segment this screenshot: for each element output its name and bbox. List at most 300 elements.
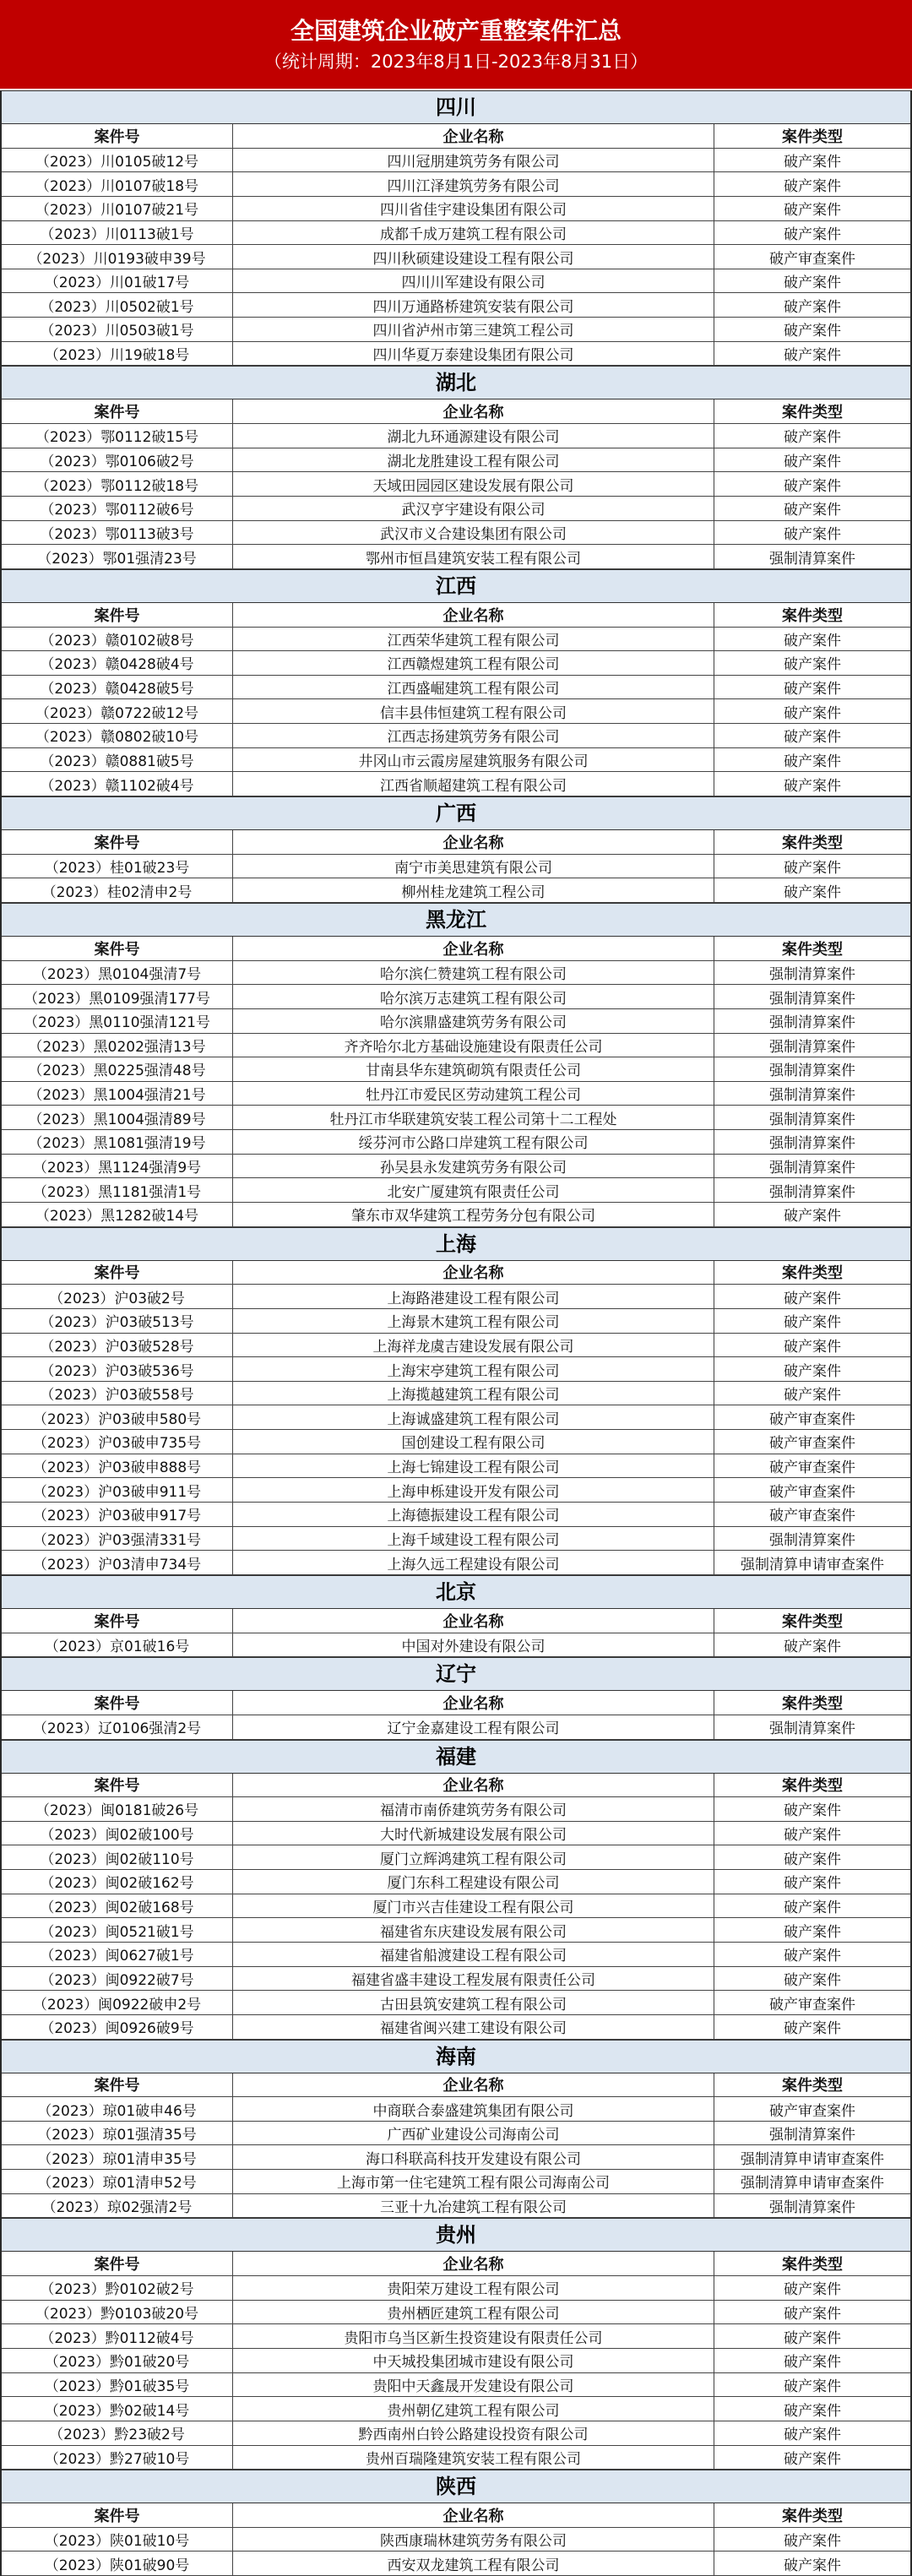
table-row — [2, 1822, 910, 1846]
case-type-cell: 破产案件 — [784, 1290, 841, 1307]
case-number-cell: （2023）鄂0112破6号 — [2, 497, 233, 520]
province-section — [0, 2040, 912, 2219]
case-number-cell: （2023）沪03破申580号 — [2, 1405, 233, 1429]
case-number-cell: （2023）川0113破1号 — [2, 221, 233, 245]
case-number-cell: （2023）沪03破513号 — [2, 1309, 233, 1333]
column-header-case-no: 案件号 — [2, 124, 233, 148]
case-type-cell: 破产案件 — [784, 153, 841, 171]
case-number-cell: （2023）赣1102破4号 — [2, 772, 233, 796]
table-row — [2, 1715, 910, 1740]
case-type-cell: 破产审查案件 — [769, 1483, 855, 1501]
company-name-cell: 绥芬河市公路口岸建筑工程有限公司 — [233, 1130, 714, 1154]
table-row — [2, 293, 910, 318]
column-header-case-no: 案件号 — [2, 2252, 233, 2275]
company-name-cell: 厦门立辉鸿建筑工程有限公司 — [233, 1845, 714, 1869]
table-header-row — [2, 2503, 910, 2528]
table-row — [2, 221, 910, 246]
table-row — [2, 1382, 910, 1406]
table-row — [2, 2122, 910, 2146]
company-name-cell: 福建省东庆建设发展有限公司 — [233, 1918, 714, 1942]
case-number-cell: （2023）黔0103破20号 — [2, 2301, 233, 2324]
company-name-cell: 南宁市美思建筑有限公司 — [233, 855, 714, 878]
province-title: 广西 — [2, 796, 910, 830]
company-name-cell: 福清市南侨建筑劳务有限公司 — [233, 1797, 714, 1821]
case-type-cell: 破产案件 — [784, 1827, 841, 1845]
case-number-cell: （2023）赣0881破5号 — [2, 748, 233, 772]
case-type-cell: 破产案件 — [784, 2427, 841, 2444]
company-name-cell: 广西矿业建设公司海南公司 — [233, 2122, 714, 2145]
column-header-company: 企业名称 — [233, 1609, 714, 1633]
column-header-case-no: 案件号 — [2, 603, 233, 627]
table-header-row — [2, 603, 910, 628]
table-row — [2, 269, 910, 294]
table-row — [2, 1991, 910, 2015]
province-title: 北京 — [2, 1575, 910, 1609]
table-row — [2, 1845, 910, 1870]
case-number-cell: （2023）琼01强清35号 — [2, 2122, 233, 2145]
case-number-cell: （2023）沪03强清331号 — [2, 1527, 233, 1551]
company-name-cell: 上海景木建筑工程有限公司 — [233, 1309, 714, 1333]
case-type-cell: 破产案件 — [784, 2306, 841, 2323]
case-type-cell: 破产案件 — [784, 1923, 841, 1941]
company-name-cell: 甘南县华东建筑砌筑有限责任公司 — [233, 1057, 714, 1081]
case-type-cell: 破产审查案件 — [769, 1410, 855, 1428]
column-header-type: 案件类型 — [714, 603, 910, 627]
table-row — [2, 545, 910, 569]
case-number-cell: （2023）沪03破558号 — [2, 1382, 233, 1405]
case-number-cell: （2023）沪03破申917号 — [2, 1503, 233, 1526]
company-name-cell: 上海千域建设工程有限公司 — [233, 1527, 714, 1551]
column-header-case-no: 案件号 — [2, 937, 233, 960]
company-name-cell: 三亚十九冶建筑工程有限公司 — [233, 2194, 714, 2218]
case-type-cell: 破产审查案件 — [769, 1996, 855, 2014]
case-number-cell: （2023）黑1081强清19号 — [2, 1130, 233, 1154]
case-type-cell: 破产案件 — [784, 2402, 841, 2420]
table-row — [2, 2421, 910, 2446]
column-header-type: 案件类型 — [714, 1261, 910, 1285]
case-type-cell: 强制清算案件 — [769, 1720, 855, 1738]
table-row — [2, 1478, 910, 1503]
province-title: 江西 — [2, 569, 910, 603]
case-type-cell: 破产案件 — [784, 502, 841, 519]
table-row — [2, 1106, 910, 1130]
case-type-cell: 破产案件 — [784, 2281, 841, 2299]
case-number-cell: （2023）沪03破528号 — [2, 1334, 233, 1357]
table-row — [2, 855, 910, 879]
case-type-cell: 强制清算案件 — [769, 550, 855, 568]
table-header-row — [2, 937, 910, 961]
company-name-cell: 上海申栎建设开发有限公司 — [233, 1478, 714, 1502]
case-type-cell: 强制清算申请审查案件 — [741, 1556, 884, 1573]
company-name-cell: 柳州桂龙建筑工程公司 — [233, 878, 714, 902]
company-name-cell: 四川省佳宇建设集团有限公司 — [233, 197, 714, 220]
case-number-cell: （2023）闽0627破1号 — [2, 1943, 233, 1966]
table-row — [2, 448, 910, 473]
company-name-cell: 武汉亨宇建设有限公司 — [233, 497, 714, 520]
case-number-cell: （2023）沪03破536号 — [2, 1357, 233, 1381]
company-name-cell: 四川万通路桥建筑安装有限公司 — [233, 293, 714, 317]
company-name-cell: 福建省闽兴建工建设有限公司 — [233, 2015, 714, 2039]
table-row — [2, 1430, 910, 1454]
company-name-cell: 哈尔滨万志建筑工程有限公司 — [233, 985, 714, 1008]
company-name-cell: 江西盛崛建筑工程有限公司 — [233, 676, 714, 699]
company-name-cell: 江西赣煜建筑工程有限公司 — [233, 651, 714, 675]
case-type-cell: 破产审查案件 — [769, 1508, 855, 1525]
table-row — [2, 2276, 910, 2301]
case-type-cell: 破产案件 — [784, 2020, 841, 2038]
company-name-cell: 四川省泸州市第三建筑工程公司 — [233, 318, 714, 341]
table-row — [2, 1285, 910, 1309]
case-number-cell: （2023）琼01破申46号 — [2, 2097, 233, 2121]
table-row — [2, 2301, 910, 2325]
case-type-cell: 破产案件 — [784, 1208, 841, 1226]
province-section — [0, 796, 912, 903]
case-number-cell: （2023）黑1282破14号 — [2, 1203, 233, 1226]
case-number-cell: （2023）黑0109强清177号 — [2, 985, 233, 1008]
column-header-type: 案件类型 — [714, 2252, 910, 2275]
company-name-cell: 信丰县伟恒建筑工程有限公司 — [233, 699, 714, 723]
case-number-cell: （2023）黑1124强清9号 — [2, 1155, 233, 1178]
table-row — [2, 1309, 910, 1334]
case-type-cell: 强制清算案件 — [769, 1160, 855, 1177]
case-type-cell: 破产案件 — [784, 729, 841, 747]
table-row — [2, 342, 910, 367]
case-number-cell: （2023）黔0102破2号 — [2, 2276, 233, 2300]
table-row — [2, 2097, 910, 2122]
case-type-cell: 强制清算案件 — [769, 1531, 855, 1549]
company-name-cell: 贵阳荣万建设工程有限公司 — [233, 2276, 714, 2300]
company-name-cell: 哈尔滨仁赞建筑工程有限公司 — [233, 961, 714, 985]
case-type-cell: 破产案件 — [784, 429, 841, 447]
company-name-cell: 湖北龙胜建设工程有限公司 — [233, 448, 714, 472]
table-row — [2, 172, 910, 197]
table-row — [2, 497, 910, 521]
province-section — [0, 1740, 912, 2040]
company-name-cell: 武汉市义合建设集团有限公司 — [233, 521, 714, 545]
table-row — [2, 2446, 910, 2470]
case-number-cell: （2023）闽02破100号 — [2, 1822, 233, 1845]
case-number-cell: （2023）闽0922破申2号 — [2, 1991, 233, 2014]
case-number-cell: （2023）黑0104强清7号 — [2, 961, 233, 985]
company-name-cell: 上海诚盛建筑工程有限公司 — [233, 1405, 714, 1429]
company-name-cell: 牡丹江市华联建筑安装工程公司第十二工程处 — [233, 1106, 714, 1129]
case-type-cell: 破产案件 — [784, 1875, 841, 1893]
case-type-cell: 破产案件 — [784, 347, 841, 365]
company-name-cell: 江西荣华建筑工程有限公司 — [233, 628, 714, 651]
province-section — [0, 366, 912, 568]
case-number-cell: （2023）川0107破21号 — [2, 197, 233, 220]
case-type-cell: 强制清算案件 — [769, 1111, 855, 1128]
table-row — [2, 651, 910, 676]
table-row — [2, 1082, 910, 1106]
case-number-cell: （2023）鄂0106破2号 — [2, 448, 233, 472]
case-type-cell: 强制清算案件 — [769, 1135, 855, 1153]
company-name-cell: 厦门市兴吉佳建设工程有限公司 — [233, 1894, 714, 1918]
column-header-company: 企业名称 — [233, 124, 714, 148]
table-row — [2, 985, 910, 1009]
table-row — [2, 1357, 910, 1382]
column-header-type: 案件类型 — [714, 1609, 910, 1633]
table-header-row — [2, 1261, 910, 1285]
company-name-cell: 四川华夏万泰建设集团有限公司 — [233, 342, 714, 366]
case-number-cell: （2023）琼01清申52号 — [2, 2170, 233, 2193]
column-header-case-no: 案件号 — [2, 1609, 233, 1633]
column-header-company: 企业名称 — [233, 937, 714, 960]
table-row — [2, 1155, 910, 1179]
case-number-cell: （2023）黔0112破4号 — [2, 2324, 233, 2348]
case-number-cell: （2023）川0107破18号 — [2, 172, 233, 196]
company-name-cell: 古田县筑安建筑工程有限公司 — [233, 1991, 714, 2014]
table-row — [2, 1034, 910, 1058]
company-name-cell: 陕西康瑞林建筑劳务有限公司 — [233, 2528, 714, 2552]
table-row — [2, 1943, 910, 1967]
table-row — [2, 1178, 910, 1203]
case-type-cell: 强制清算案件 — [769, 1038, 855, 1056]
column-header-company: 企业名称 — [233, 399, 714, 423]
company-name-cell: 天域田园园区建设发展有限公司 — [233, 472, 714, 496]
company-name-cell: 四川江泽建筑劳务有限公司 — [233, 172, 714, 196]
case-number-cell: （2023）鄂0113破3号 — [2, 521, 233, 545]
province-section — [0, 2470, 912, 2576]
company-name-cell: 上海德振建设工程有限公司 — [233, 1503, 714, 1526]
table-row — [2, 1503, 910, 1527]
company-name-cell: 黔西南州白铃公路建设投资有限公司 — [233, 2421, 714, 2445]
column-header-company: 企业名称 — [233, 1774, 714, 1797]
case-number-cell: （2023）鄂0112破15号 — [2, 424, 233, 448]
case-number-cell: （2023）黑0225强清48号 — [2, 1057, 233, 1081]
case-number-cell: （2023）赣0722破12号 — [2, 699, 233, 723]
company-name-cell: 齐齐哈尔北方基础设施建设有限责任公司 — [233, 1034, 714, 1057]
case-type-cell: 强制清算申请审查案件 — [741, 2175, 884, 2193]
company-name-cell: 四川冠朋建筑劳务有限公司 — [233, 149, 714, 172]
case-type-cell: 破产案件 — [784, 1338, 841, 1356]
table-row — [2, 2349, 910, 2373]
case-type-cell: 破产案件 — [784, 883, 841, 901]
case-type-cell: 强制清算案件 — [769, 990, 855, 1008]
case-type-cell: 破产案件 — [784, 2329, 841, 2347]
table-row — [2, 961, 910, 986]
company-name-cell: 四川秋硕建设建设工程有限公司 — [233, 245, 714, 269]
case-number-cell: （2023）黑1004强清21号 — [2, 1082, 233, 1106]
company-name-cell: 西安双龙建筑工程有限公司 — [233, 2552, 714, 2575]
column-header-case-no: 案件号 — [2, 1691, 233, 1715]
case-number-cell: （2023）桂01破23号 — [2, 855, 233, 878]
case-type-cell: 破产案件 — [784, 1850, 841, 1868]
table-row — [2, 149, 910, 173]
company-name-cell: 鄂州市恒昌建筑安装工程有限公司 — [233, 545, 714, 568]
province-section — [0, 2218, 912, 2470]
column-header-type: 案件类型 — [714, 124, 910, 148]
column-header-type: 案件类型 — [714, 2503, 910, 2527]
table-row — [2, 2015, 910, 2040]
table-row — [2, 2528, 910, 2552]
case-type-cell: 破产案件 — [784, 454, 841, 470]
company-name-cell: 贵州栖匠建筑工程有限公司 — [233, 2301, 714, 2324]
company-name-cell: 肇东市双华建筑工程劳务分包有限公司 — [233, 1203, 714, 1226]
table-row — [2, 699, 910, 724]
case-type-cell: 破产案件 — [784, 2557, 841, 2574]
case-type-cell: 强制清算案件 — [769, 2127, 855, 2144]
company-name-cell: 孙吴县永发建筑劳务有限公司 — [233, 1155, 714, 1178]
report-title: 全国建筑企业破产重整案件汇总 — [290, 16, 622, 45]
case-type-cell: 破产案件 — [784, 1638, 841, 1655]
case-type-cell: 破产案件 — [784, 1899, 841, 1917]
case-number-cell: （2023）闽0926破9号 — [2, 2015, 233, 2039]
province-title: 四川 — [2, 90, 910, 124]
province-title: 陕西 — [2, 2470, 910, 2503]
table-row — [2, 748, 910, 773]
province-section — [0, 1657, 912, 1739]
case-type-cell: 破产案件 — [784, 298, 841, 316]
case-number-cell: （2023）桂02清申2号 — [2, 878, 233, 902]
company-name-cell: 上海宋亭建筑工程有限公司 — [233, 1357, 714, 1381]
case-type-cell: 破产案件 — [784, 525, 841, 543]
company-name-cell: 中天城投集团城市建设有限公司 — [233, 2349, 714, 2372]
table-row — [2, 1527, 910, 1552]
company-name-cell: 上海七锦建设工程有限公司 — [233, 1454, 714, 1478]
case-number-cell: （2023）川0105破12号 — [2, 149, 233, 172]
case-number-cell: （2023）黑0202强清13号 — [2, 1034, 233, 1057]
column-header-type: 案件类型 — [714, 937, 910, 960]
case-number-cell: （2023）川0502破1号 — [2, 293, 233, 317]
case-number-cell: （2023）闽0181破26号 — [2, 1797, 233, 1821]
case-type-cell: 破产审查案件 — [769, 2102, 855, 2120]
case-number-cell: （2023）陕01破90号 — [2, 2552, 233, 2575]
case-number-cell: （2023）黑1181强清1号 — [2, 1178, 233, 1202]
case-number-cell: （2023）沪03清申734号 — [2, 1551, 233, 1574]
table-row — [2, 1967, 910, 1992]
case-type-cell: 强制清算申请审查案件 — [741, 2150, 884, 2168]
case-type-cell: 破产案件 — [784, 1314, 841, 1332]
company-name-cell: 中国对外建设有限公司 — [233, 1633, 714, 1657]
table-header-row — [2, 1609, 910, 1633]
company-name-cell: 牡丹江市爱民区劳动建筑工程公司 — [233, 1082, 714, 1106]
case-number-cell: （2023）黔01破20号 — [2, 2349, 233, 2372]
case-number-cell: （2023）闽0922破7号 — [2, 1967, 233, 1991]
table-row — [2, 2373, 910, 2398]
table-header-row — [2, 1691, 910, 1715]
province-title: 辽宁 — [2, 1657, 910, 1691]
table-row — [2, 245, 910, 269]
case-number-cell: （2023）沪03破申888号 — [2, 1454, 233, 1478]
column-header-case-no: 案件号 — [2, 1774, 233, 1797]
case-type-cell: 破产案件 — [784, 2533, 841, 2551]
case-number-cell: （2023）闽02破168号 — [2, 1894, 233, 1918]
table-row — [2, 318, 910, 342]
column-header-company: 企业名称 — [233, 2073, 714, 2097]
company-name-cell: 国创建设工程有限公司 — [233, 1430, 714, 1454]
case-type-cell: 破产案件 — [784, 177, 841, 195]
case-number-cell: （2023）川0503破1号 — [2, 318, 233, 341]
company-name-cell: 海口科联高科技开发建设有限公司 — [233, 2145, 714, 2169]
table-row — [2, 1009, 910, 1034]
company-name-cell: 大时代新城建设发展有限公司 — [233, 1822, 714, 1845]
case-type-cell: 破产案件 — [784, 323, 841, 340]
case-number-cell: （2023）闽0521破1号 — [2, 1918, 233, 1942]
case-type-cell: 破产案件 — [784, 2378, 841, 2395]
table-row — [2, 2145, 910, 2170]
table-row — [2, 1203, 910, 1227]
province-title: 贵州 — [2, 2218, 910, 2252]
company-name-cell: 上海路港建设工程有限公司 — [233, 1285, 714, 1308]
company-name-cell: 上海久远工程建设有限公司 — [233, 1551, 714, 1574]
case-type-cell: 破产案件 — [784, 1971, 841, 1989]
case-number-cell: （2023）赣0802破10号 — [2, 724, 233, 747]
case-type-cell: 强制清算案件 — [769, 2199, 855, 2217]
case-number-cell: （2023）黑1004强清89号 — [2, 1106, 233, 1129]
case-number-cell: （2023）川0193破申39号 — [2, 245, 233, 269]
province-section — [0, 1575, 912, 1657]
case-type-cell: 破产案件 — [784, 753, 841, 771]
column-header-company: 企业名称 — [233, 2503, 714, 2527]
company-name-cell: 福建省船渡建设工程有限公司 — [233, 1943, 714, 1966]
table-row — [2, 628, 910, 652]
case-type-cell: 破产案件 — [784, 632, 841, 649]
column-header-type: 案件类型 — [714, 1691, 910, 1715]
case-number-cell: （2023）辽0106强清2号 — [2, 1715, 233, 1739]
table-row — [2, 1894, 910, 1919]
sections-container — [0, 90, 912, 2576]
company-name-cell: 上海揽越建筑工程有限公司 — [233, 1382, 714, 1405]
table-row — [2, 772, 910, 796]
case-number-cell: （2023）川19破18号 — [2, 342, 233, 366]
report-subtitle: （统计周期：2023年8月1日-2023年8月31日） — [263, 51, 649, 72]
province-title: 黑龙江 — [2, 903, 910, 937]
case-number-cell: （2023）鄂0112破18号 — [2, 472, 233, 496]
case-type-cell: 破产案件 — [784, 859, 841, 877]
case-number-cell: （2023）沪03破申735号 — [2, 1430, 233, 1454]
column-header-case-no: 案件号 — [2, 1261, 233, 1285]
table-row — [2, 2324, 910, 2349]
case-type-cell: 破产案件 — [784, 1802, 841, 1820]
province-section — [0, 903, 912, 1227]
case-type-cell: 破产案件 — [784, 681, 841, 698]
case-type-cell: 破产审查案件 — [769, 1459, 855, 1477]
company-name-cell: 厦门东科工程建设有限公司 — [233, 1870, 714, 1894]
province-section — [0, 1227, 912, 1575]
table-row — [2, 1057, 910, 1082]
case-number-cell: （2023）琼01清申35号 — [2, 2145, 233, 2169]
case-number-cell: （2023）黑0110强清121号 — [2, 1009, 233, 1033]
company-name-cell: 贵州朝亿建筑工程有限公司 — [233, 2397, 714, 2421]
case-type-cell: 强制清算案件 — [769, 1087, 855, 1105]
table-header-row — [2, 2073, 910, 2098]
table-row — [2, 1454, 910, 1479]
case-number-cell: （2023）沪03破申911号 — [2, 1478, 233, 1502]
company-name-cell: 江西志扬建筑劳务有限公司 — [233, 724, 714, 747]
case-type-cell: 破产案件 — [784, 1362, 841, 1380]
table-header-row — [2, 399, 910, 424]
company-name-cell: 上海市第一住宅建筑工程有限公司海南公司 — [233, 2170, 714, 2193]
case-type-cell: 强制清算案件 — [769, 1183, 855, 1201]
company-name-cell: 中商联合泰盛建筑集团有限公司 — [233, 2097, 714, 2121]
case-type-cell: 破产案件 — [784, 777, 841, 795]
column-header-case-no: 案件号 — [2, 2073, 233, 2097]
table-row — [2, 1334, 910, 1358]
case-number-cell: （2023）黔23破2号 — [2, 2421, 233, 2445]
case-number-cell: （2023）闽02破162号 — [2, 1870, 233, 1894]
province-title: 福建 — [2, 1740, 910, 1774]
case-number-cell: （2023）赣0428破5号 — [2, 676, 233, 699]
case-type-cell: 强制清算案件 — [769, 1014, 855, 1032]
table-row — [2, 424, 910, 448]
table-row — [2, 197, 910, 221]
case-type-cell: 破产案件 — [784, 226, 841, 243]
case-number-cell: （2023）赣0428破4号 — [2, 651, 233, 675]
province-title: 海南 — [2, 2040, 910, 2073]
column-header-type: 案件类型 — [714, 830, 910, 854]
case-number-cell: （2023）黔27破10号 — [2, 2446, 233, 2470]
